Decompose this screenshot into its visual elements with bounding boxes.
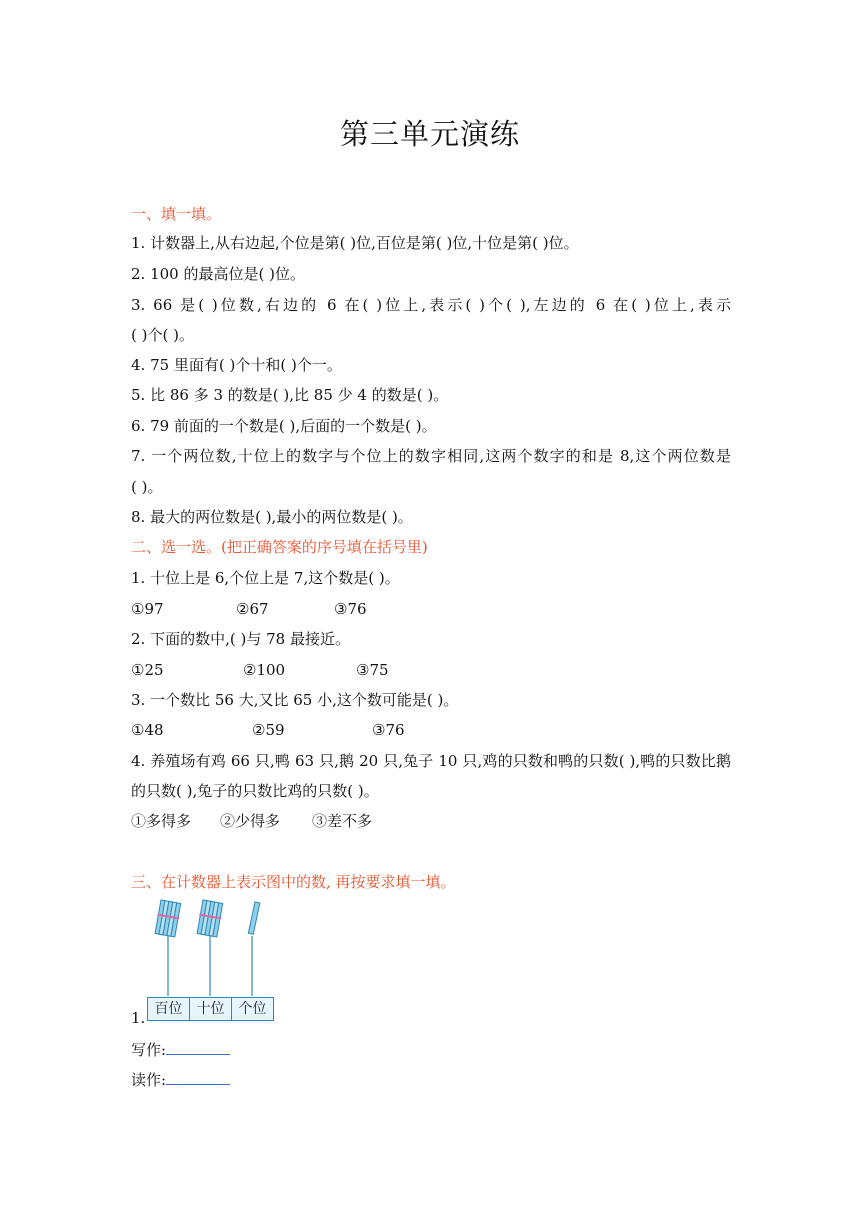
- option: ②67: [236, 600, 269, 618]
- stick-bundle-icon: [154, 900, 182, 937]
- single-stick-icon: [248, 902, 260, 934]
- option: ③75: [356, 661, 389, 679]
- option: ①多得多: [131, 812, 192, 830]
- stick-bundle-icon: [196, 900, 224, 937]
- question-1-4: 4. 75 里面有( )个十和( )个一。: [131, 356, 342, 374]
- question-2-4-line-1: 4. 养殖场有鸡 66 只,鸭 63 只,鹅 20 只,兔子 10 只,鸡的只数和鸭的只数( ),鸭的只数比鹅: [131, 752, 731, 770]
- stick-bundles-illustration: [147, 896, 277, 996]
- write-row: [131, 1040, 230, 1059]
- question-1-7-line-2: ( )。: [131, 478, 163, 496]
- question-3-1-number: 1.: [131, 1009, 146, 1027]
- page-title: 第三单元演练: [339, 117, 520, 151]
- question-1-3-line-2: ( )个( )。: [131, 326, 194, 344]
- place-tens: 十位: [190, 998, 232, 1020]
- read-answer-blank[interactable]: [166, 1070, 230, 1085]
- question-1-1: 1. 计数器上,从右边起,个位是第( )位,百位是第( )位,十位是第( )位。: [131, 234, 579, 252]
- option: ③差不多: [312, 812, 373, 830]
- option: ③76: [372, 721, 405, 739]
- option: ②59: [252, 721, 285, 739]
- question-2-2: 2. 下面的数中,( )与 78 最接近。: [131, 630, 350, 648]
- question-1-8: 8. 最大的两位数是( ),最小的两位数是( )。: [131, 508, 413, 526]
- option: ③76: [334, 600, 367, 618]
- read-row: [131, 1070, 230, 1089]
- section-1-heading: 一、填一填。: [131, 205, 222, 223]
- place-hundreds: 百位: [148, 998, 190, 1020]
- counting-stick-figure: [147, 896, 277, 1024]
- place-value-table: [147, 997, 274, 1021]
- option: ②100: [243, 661, 286, 679]
- question-2-4-line-2: 的只数( ),兔子的只数比鸡的只数( )。: [131, 782, 379, 800]
- question-1-3-line-1: 3. 66 是( )位数,右边的 6 在( )位上,表示( )个( ),左边的 6 在( )位上,表示: [131, 296, 731, 314]
- place-ones: 个位: [238, 1001, 267, 1017]
- option: ①25: [131, 661, 164, 679]
- write-label: 写作:: [131, 1041, 167, 1059]
- question-1-7-line-1: 7. 一个两位数,十位上的数字与个位上的数字相同,这两个数字的和是 8,这个两位数是: [131, 447, 731, 465]
- option: ②少得多: [220, 812, 281, 830]
- read-label: 读作:: [131, 1071, 167, 1089]
- question-2-3: 3. 一个数比 56 大,又比 65 小,这个数可能是( )。: [131, 691, 459, 709]
- question-1-6: 6. 79 前面的一个数是( ),后面的一个数是( )。: [131, 417, 437, 435]
- question-1-2: 2. 100 的最高位是( )位。: [131, 265, 305, 283]
- option: ①48: [131, 721, 164, 739]
- question-1-5: 5. 比 86 多 3 的数是( ),比 85 少 4 的数是( )。: [131, 386, 449, 404]
- option: ①97: [131, 600, 164, 618]
- section-3-heading: 三、在计数器上表示图中的数, 再按要求填一填。: [131, 873, 456, 891]
- question-2-1: 1. 十位上是 6,个位上是 7,这个数是( )。: [131, 569, 400, 587]
- write-answer-blank[interactable]: [166, 1040, 230, 1055]
- section-2-heading: 二、选一选。(把正确答案的序号填在括号里): [131, 538, 428, 556]
